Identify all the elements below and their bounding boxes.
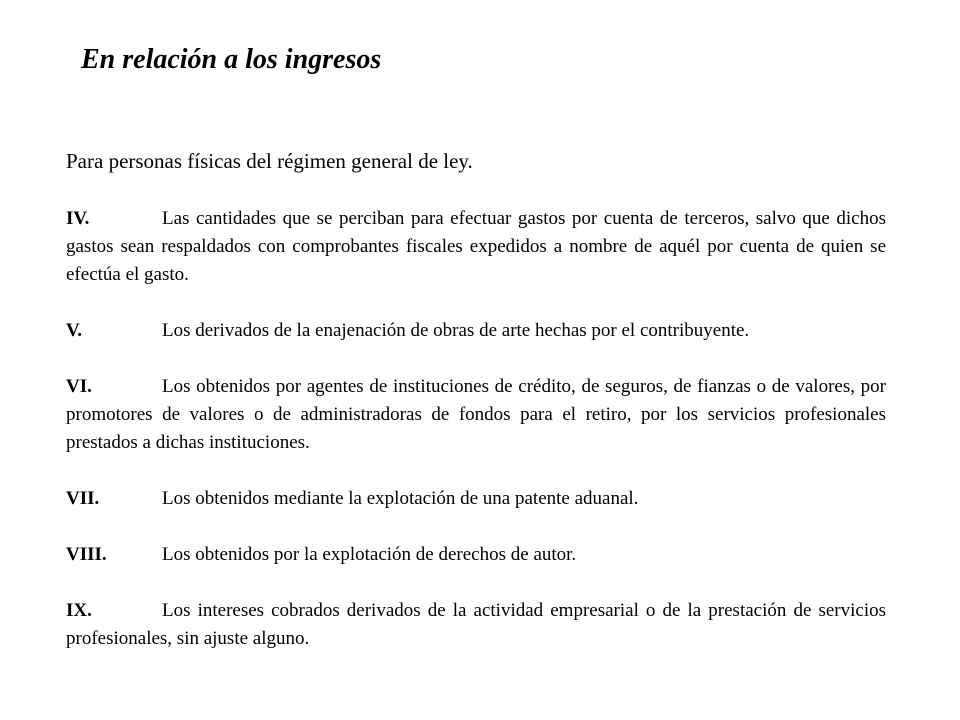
item-numeral: IX. — [66, 600, 92, 621]
list-item-vii — [66, 485, 886, 513]
list-item-v — [66, 317, 886, 345]
list-item-ix — [66, 597, 886, 653]
item-numeral: VII. — [66, 488, 100, 509]
item-numeral: VIII. — [66, 544, 107, 565]
list-item-viii — [66, 541, 886, 569]
item-text: Los intereses cobrados derivados de la actividad empresarial o de la prestación de servicios profesionales, sin ajuste alguno. — [66, 600, 886, 649]
item-text: Los obtenidos por agentes de instituciones de crédito, de seguros, de fianzas o de valores, por promotores de valores o de administradoras de fondos para el retiro, por los servicios profesionales prestados a dichas instituciones. — [66, 376, 886, 453]
slide-subtitle: Para personas físicas del régimen general de ley. — [66, 149, 473, 173]
list-item-iv — [66, 205, 886, 289]
item-text: Los obtenidos por la explotación de derechos de autor. — [162, 544, 577, 565]
item-text: Las cantidades que se perciban para efectuar gastos por cuenta de terceros, salvo que dichos gastos sean respaldados con comprobantes fiscales expedidos a nombre de aquél por cuenta de quien se efectúa el gasto. — [66, 208, 886, 285]
income-list — [66, 205, 886, 653]
item-text: Los derivados de la enajenación de obras de arte hechas por el contribuyente. — [162, 320, 750, 341]
item-numeral: V. — [66, 320, 83, 341]
item-numeral: VI. — [66, 376, 92, 397]
item-numeral: IV. — [66, 208, 90, 229]
item-text: Los obtenidos mediante la explotación de una patente aduanal. — [162, 488, 639, 509]
list-item-vi — [66, 373, 886, 457]
slide-title: En relación a los ingresos — [81, 44, 382, 75]
